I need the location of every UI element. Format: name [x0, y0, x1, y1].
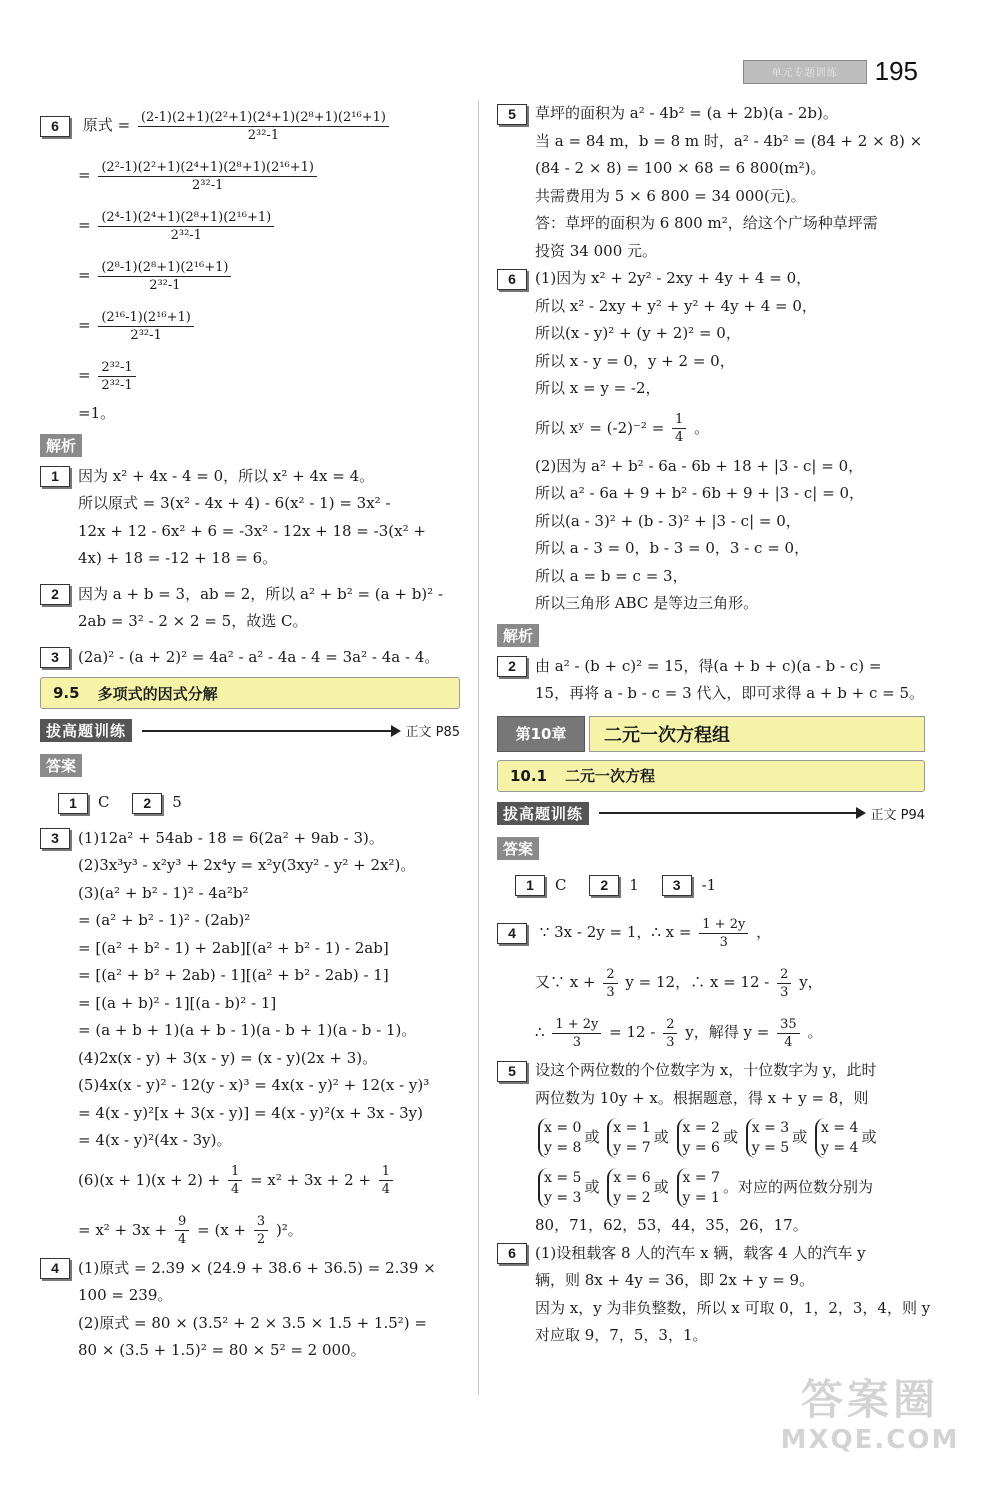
text-line: (5)4x(x - y)² - 12(y - x)³ = 4x(x - y)² + 12(x - y)³	[78, 1076, 430, 1094]
answer-6-bus	[497, 1240, 931, 1350]
text-segment: = x² + 3x + 2 +	[250, 1170, 371, 1189]
fraction-denominator: 2³²-1	[149, 277, 181, 293]
fraction	[138, 109, 389, 144]
text-line: (1)设租载客 8 人的汽车 x 辆，载客 4 人的汽车 y	[535, 1243, 866, 1262]
page-number: 195	[874, 56, 918, 86]
text-line: (2)因为 a² + b² - 6a - 6b + 18 + |3 - c| = 0，	[535, 456, 864, 475]
fraction-denominator: 3	[572, 1034, 581, 1050]
watermark-logo	[770, 1375, 970, 1465]
section-header	[497, 760, 925, 792]
fraction-numerator: (2¹⁶-1)(2¹⁶+1)	[98, 309, 194, 327]
arrow-icon	[142, 730, 399, 732]
answer-label: 答案	[497, 837, 539, 860]
text-line: = [(a² + b² - 1) + 2ab][(a² + b² - 1) - 2ab]	[78, 938, 389, 957]
left-column	[40, 100, 460, 1365]
q6-line-6: = $\frac{\text{2³²-1}}{\text{2³²-1}}$	[40, 350, 460, 400]
or-text: 或	[584, 1178, 600, 1196]
fraction-numerator: 35	[777, 1016, 800, 1034]
text-line: 因为 a + b = 3，ab = 2，所以 a² + b² = (a + b)² -	[78, 584, 444, 603]
fraction-numerator: 1	[672, 411, 686, 429]
fraction-denominator: 4	[784, 1034, 793, 1050]
question-number-box: 4	[40, 1258, 70, 1279]
answer-value: 5	[172, 793, 182, 811]
question-number-box: 3	[40, 828, 70, 849]
fraction	[254, 1213, 268, 1248]
text-segment: 又∵ x +	[535, 973, 596, 991]
text-segment: ∴	[535, 1023, 545, 1041]
question-number-box: 6	[40, 116, 70, 137]
text-line: 当 a = 84 m，b = 8 m 时，a² - 4b² = (84 + 2 × 8) ×	[535, 131, 923, 150]
or-text: 或	[653, 1128, 669, 1146]
watermark-bottom: MXQE.COM	[780, 1425, 960, 1455]
question-number-box: 2	[132, 793, 162, 814]
fraction	[603, 966, 617, 1001]
fraction-denominator: 2³²-1	[101, 377, 133, 393]
fraction-denominator: 3	[719, 934, 728, 950]
text-line: 辆，则 8x + 4y = 36，即 2x + y = 9。	[535, 1271, 815, 1289]
text-line: 所以 x = y = -2，	[535, 379, 661, 397]
question-number-box: 3	[662, 875, 692, 896]
fraction-denominator: 4	[381, 1182, 391, 1197]
watermark-top: 答案圈	[800, 1375, 939, 1424]
answer-5-digits	[497, 1057, 925, 1240]
text-line: = 4(x - y)²[x + 3(x - y)] = 4(x - y)²(x + 3x - 3y)	[78, 1103, 423, 1122]
text-segment: y，解得 y =	[685, 1023, 770, 1041]
training-label: 拔高题训练	[497, 802, 589, 825]
formula-line	[497, 907, 925, 957]
fraction-numerator: (2²-1)(2²+1)(2⁴+1)(2⁸+1)(2¹⁶+1)	[98, 159, 317, 177]
text-line: 所以原式 = 3(x² - 4x + 4) - 6(x² - 1) = 3x² -	[78, 494, 391, 512]
fraction-numerator: 1 + 2y	[552, 1016, 601, 1034]
equation: y = 3	[544, 1190, 582, 1206]
equation-system	[607, 1118, 650, 1158]
question-number-box: 6	[497, 1243, 527, 1264]
formula-line	[40, 1155, 460, 1205]
short-answers	[40, 789, 460, 817]
or-text: 或	[792, 1128, 808, 1146]
fraction-denominator: 2³²-1	[170, 227, 202, 243]
text-line: 4x) + 18 = -12 + 18 = 6。	[78, 549, 278, 567]
text-line: 所以(a - 3)² + (b - 3)² + |3 - c| = 0，	[535, 511, 801, 530]
fraction	[98, 159, 317, 194]
right-column	[497, 100, 931, 1350]
text-line: (1)12a² + 54ab - 18 = 6(2a² + 9ab - 3)。	[78, 828, 384, 847]
section-header	[40, 677, 460, 709]
analysis-label: 解析	[40, 434, 82, 457]
chapter-tag: 第10章	[497, 716, 585, 752]
text-segment: ∵ 3x - 2y = 1，∴ x =	[539, 923, 692, 941]
section-number: 9.5	[53, 684, 80, 702]
text-line: = 4(x - y)²(4x - 3y)。	[78, 1131, 232, 1149]
text-line: 所以(x - y)² + (y + 2)² = 0，	[535, 324, 741, 342]
training-reference: 正文 P85	[405, 725, 460, 740]
text-segment: 。	[807, 1023, 823, 1041]
question-number-box: 2	[40, 584, 70, 605]
arrow-icon	[599, 812, 864, 814]
fraction	[552, 1016, 601, 1051]
equation-system	[746, 1118, 789, 1158]
text-line: 15，再将 a - b - c = 3 代入，即可求得 a + b + c = 5。	[535, 684, 924, 702]
equation-system	[815, 1118, 858, 1158]
equation: x = 5	[544, 1170, 582, 1186]
answer-6-square	[497, 265, 925, 618]
answer-value: C	[98, 793, 110, 811]
q6-line-5: = $\frac{\text{(2¹⁶-1)(2¹⁶+1)}}{\text{2³²-1}}$	[40, 300, 460, 350]
equation-system	[538, 1118, 581, 1158]
text-segment: ，	[756, 923, 772, 941]
text-line: (2)原式 = 80 × (3.5² + 2 × 3.5 × 1.5 + 1.5²) =	[78, 1313, 427, 1332]
fraction-denominator: 4	[675, 430, 684, 445]
equation: y = 4	[821, 1140, 859, 1156]
question-number-box: 1	[58, 793, 88, 814]
equation: x = 4	[821, 1120, 859, 1136]
fraction	[98, 259, 231, 294]
or-text: 或	[584, 1128, 600, 1146]
text-line: 所以 x - y = 0，y + 2 = 0，	[535, 351, 735, 370]
question-number-box: 1	[515, 875, 545, 896]
question-number-box: 1	[40, 466, 70, 487]
equation: x = 0	[544, 1120, 582, 1136]
text-line: 80 × (3.5 + 1.5)² = 80 × 5² = 2 000。	[78, 1341, 366, 1359]
text-line: 由 a² - (b + c)² = 15，得(a + b + c)(a - b - c) =	[535, 656, 882, 675]
equation-system	[607, 1168, 650, 1208]
text-segment: 。	[694, 418, 710, 437]
equation: x = 2	[682, 1120, 720, 1136]
equation: x = 3	[751, 1120, 790, 1136]
fraction-numerator: 2	[777, 966, 791, 984]
equation: y = 2	[613, 1190, 651, 1206]
equation: y = 1	[682, 1190, 720, 1206]
fraction-numerator: 2³²-1	[98, 359, 135, 377]
fraction	[672, 411, 686, 446]
chapter-title: 二元一次方程组	[589, 716, 925, 752]
equation-system	[538, 1168, 581, 1208]
text-line: = (a + b + 1)(a + b - 1)(a - b + 1)(a - b - 1)。	[78, 1021, 417, 1039]
text-line: 因为 x² + 4x - 4 = 0，所以 x² + 4x = 4。	[78, 466, 375, 485]
equation: y = 6	[682, 1140, 720, 1156]
analysis-label: 解析	[497, 624, 539, 647]
text-line: (2)3x³y³ - x²y³ + 2x⁴y = x²y(3xy² - y² + 2x²)。	[78, 856, 416, 874]
fraction	[98, 209, 274, 244]
or-text: 或	[722, 1128, 738, 1146]
text-line: 投资 34 000 元。	[535, 241, 658, 260]
text-line: (1)因为 x² + 2y² - 2xy + 4y + 4 = 0，	[535, 269, 812, 287]
header-tab: 单元专题训练	[743, 60, 867, 84]
fraction-numerator: 1 + 2y	[699, 916, 748, 934]
text-line: (84 - 2 × 8) = 100 × 68 = 6 800(m²)。	[535, 159, 826, 177]
fraction-denominator: 2³²-1	[192, 177, 224, 193]
fraction	[98, 309, 194, 344]
text-line: 2ab = 3² - 2 × 2 = 5，故选 C。	[78, 612, 308, 630]
text-line: = [(a + b)² - 1][(a - b)² - 1]	[78, 993, 277, 1012]
fraction-numerator: (2⁴-1)(2⁴+1)(2⁸+1)(2¹⁶+1)	[98, 209, 274, 227]
text-line: (2a)² - (a + 2)² = 4a² - a² - 4a - 4 = 3a² - 4a - 4。	[78, 647, 440, 666]
answer-value: 1	[629, 875, 639, 894]
fraction-numerator: (2⁸-1)(2⁸+1)(2¹⁶+1)	[98, 259, 231, 277]
fraction-numerator: (2-1)(2+1)(2²+1)(2⁴+1)(2⁸+1)(2¹⁶+1)	[138, 109, 389, 127]
fraction-denominator: 2	[256, 1232, 266, 1247]
equation-system	[677, 1168, 720, 1208]
text-line: = (a² + b² - 1)² - (2ab)²	[78, 911, 251, 929]
text-segment: 。对应的两位数分别为	[722, 1178, 873, 1196]
formula-line	[497, 1007, 925, 1057]
fraction	[228, 1163, 242, 1198]
text-line: 因为 x，y 为非负整数，所以 x 可取 0，1，2，3，4，则 y	[535, 1298, 931, 1317]
fraction-numerator: 9	[175, 1213, 189, 1231]
analysis-3	[40, 644, 460, 672]
question-number-box: 5	[497, 104, 527, 125]
text-line: 草坪的面积为 a² - 4b² = (a + 2b)(a - 2b)。	[535, 104, 838, 122]
training-row	[40, 719, 460, 742]
fraction	[379, 1163, 393, 1198]
training-reference: 正文 P94	[870, 807, 925, 823]
equation-systems-row	[497, 1162, 925, 1212]
text-line: 设这个两位数的个位数字为 x，十位数字为 y，此时	[535, 1061, 877, 1079]
fraction-denominator: 4	[231, 1182, 240, 1197]
answer-4	[40, 1255, 460, 1365]
text-segment: y = 12，∴ x = 12 -	[625, 973, 770, 991]
or-text: 或	[861, 1128, 877, 1146]
text-line: 对应取 9，7，5，3，1。	[535, 1326, 708, 1344]
text-line: 所以 x² - 2xy + y² + y² + 4y + 4 = 0，	[535, 296, 817, 315]
fraction-denominator: 4	[178, 1232, 187, 1247]
fraction-numerator: 1	[379, 1163, 393, 1181]
fraction	[777, 966, 791, 1001]
fraction	[663, 1016, 677, 1051]
q6-line-2: = $\frac{\text{(2²-1)(2²+1)(2⁴+1)(2⁸+1)(2¹⁶+1)}}{\text{2³²-1}}$	[40, 150, 460, 200]
fraction-denominator: 2³²-1	[130, 327, 162, 343]
question-number-box: 6	[497, 269, 527, 290]
analysis-2	[40, 581, 460, 636]
text-segment: (6)(x + 1)(x + 2) +	[78, 1170, 221, 1189]
equation-system	[677, 1118, 720, 1158]
text-segment: )²。	[275, 1220, 303, 1239]
question-number-box: 3	[40, 647, 70, 668]
equation: y = 7	[613, 1140, 651, 1156]
answer-value: -1	[701, 875, 717, 894]
fraction-numerator: 2	[663, 1016, 677, 1034]
text-line: 所以三角形 ABC 是等边三角形。	[535, 594, 759, 612]
fraction-denominator: 2³²-1	[247, 127, 280, 143]
training-label: 拔高题训练	[40, 719, 132, 742]
answer-4-right	[497, 907, 925, 1057]
text-line: 所以 a = b = c = 3，	[535, 566, 688, 585]
or-text: 或	[653, 1178, 669, 1196]
text-line: (4)2x(x - y) + 3(x - y) = (x - y)(2x + 3)。	[78, 1048, 378, 1067]
fraction-denominator: 3	[666, 1034, 675, 1050]
answer-3	[40, 825, 460, 1255]
fraction-denominator: 3	[780, 984, 789, 1000]
answer-label: 答案	[40, 754, 82, 777]
page-header	[743, 56, 918, 87]
text-segment: y，	[799, 973, 823, 991]
text-line: 答：草坪的面积为 6 800 m²，给这个广场种草坪需	[535, 214, 878, 232]
q6-result: =1。	[78, 404, 116, 422]
text-line: 所以 a² - 6a + 9 + b² - 6b + 9 + |3 - c| = 0，	[535, 484, 864, 502]
training-row	[497, 802, 925, 825]
equation: y = 8	[544, 1140, 582, 1156]
text-segment: = 12 -	[609, 1023, 656, 1041]
section-title: 多项式的因式分解	[97, 684, 218, 703]
equation: y = 5	[751, 1140, 790, 1156]
question-number-box: 4	[497, 923, 527, 944]
q6-line-4: = $\frac{\text{(2⁸-1)(2⁸+1)(2¹⁶+1)}}{\text{2³²-1}}$	[40, 250, 460, 300]
fraction	[699, 916, 748, 951]
short-answers	[497, 872, 925, 900]
text-line: 100 = 239。	[78, 1286, 173, 1304]
fraction	[98, 359, 135, 394]
analysis-1	[40, 463, 460, 573]
formula-line	[497, 403, 925, 453]
fraction-numerator: 3	[254, 1213, 268, 1231]
text-line: 12x + 12 - 6x² + 6 = -3x² - 12x + 18 = -3(x² +	[78, 521, 426, 540]
text-line: 共需费用为 5 × 6 800 = 34 000(元)。	[535, 186, 806, 205]
fraction	[175, 1213, 189, 1248]
text-line: 所以 a - 3 = 0，b - 3 = 0，3 - c = 0，	[535, 539, 810, 557]
fraction	[777, 1016, 800, 1051]
q6-prefix: 原式	[82, 116, 113, 134]
fraction-numerator: 1	[228, 1163, 242, 1181]
text-line: (1)原式 = 2.39 × (24.9 + 38.6 + 36.5) = 2.39 ×	[78, 1258, 436, 1277]
q6-line-1: 6 原式 = $\frac{\text{(2-1)(2+1)(2²+1)(2⁴+1)(2⁸+1)(2¹⁶+1)}}{\text{2³²-1}}$	[40, 100, 460, 150]
section-number: 10.1	[510, 766, 548, 785]
question-number-box: 5	[497, 1061, 527, 1082]
equation-systems-row	[497, 1112, 925, 1162]
column-divider	[478, 100, 479, 1395]
section-title: 二元一次方程	[565, 767, 656, 785]
fraction-numerator: 2	[603, 966, 617, 984]
question-number-box: 2	[589, 875, 619, 896]
text-segment: 所以 xʸ = (-2)⁻² =	[535, 418, 665, 437]
fraction-denominator: 3	[606, 984, 615, 1000]
text-line: 两位数为 10y + x。根据题意，得 x + y = 8，则	[535, 1088, 869, 1107]
formula-line	[40, 1205, 460, 1255]
formula-line	[497, 957, 925, 1007]
text-line: (3)(a² + b² - 1)² - 4a²b²	[78, 883, 249, 902]
question-number-box: 2	[497, 656, 527, 677]
analysis-2-right	[497, 653, 925, 708]
equation: x = 6	[613, 1170, 651, 1186]
chapter-header	[497, 716, 925, 752]
text-line: 80，71，62，53，44，35，26，17。	[535, 1216, 808, 1234]
text-segment: = (x +	[197, 1220, 247, 1239]
equation: x = 1	[613, 1120, 651, 1136]
text-line: = [(a² + b² + 2ab) - 1][(a² + b² - 2ab) - 1]	[78, 966, 389, 984]
q6-line-3: = $\frac{\text{(2⁴-1)(2⁴+1)(2⁸+1)(2¹⁶+1)}}{\text{2³²-1}}$	[40, 200, 460, 250]
answer-value: C	[555, 875, 567, 894]
answer-5-lawn	[497, 100, 925, 265]
text-segment: = x² + 3x +	[78, 1220, 168, 1239]
equation: x = 7	[682, 1170, 720, 1186]
